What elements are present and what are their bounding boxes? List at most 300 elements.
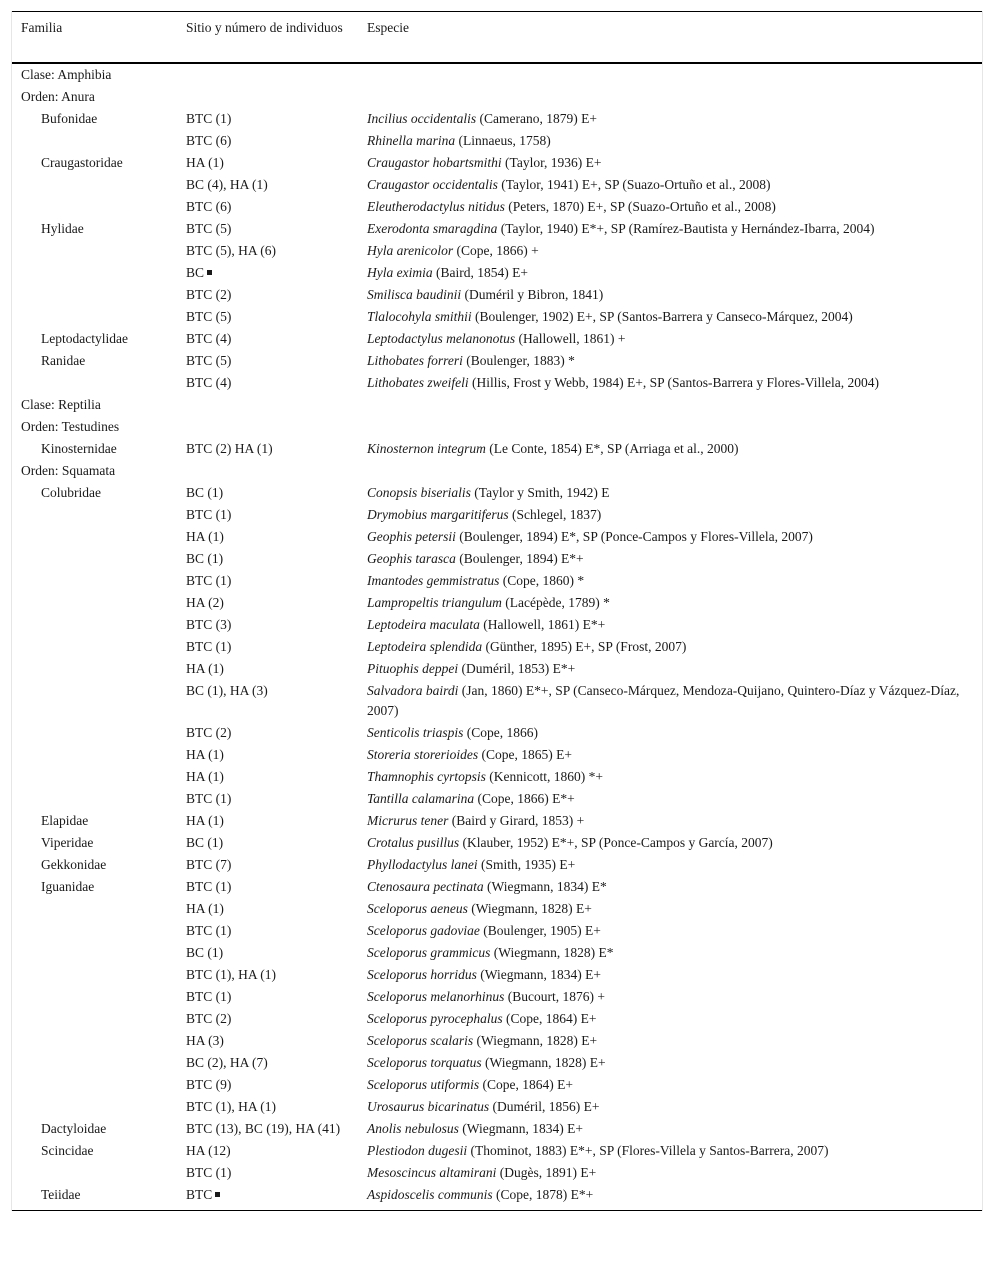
cell-familia: [12, 262, 177, 284]
species-name: Sceloporus scalaris: [367, 1033, 474, 1048]
table-row: [12, 240, 982, 262]
cell-sitio: [177, 766, 358, 788]
species-name: Hyla eximia: [367, 265, 433, 280]
cell-familia: Kinosternidae: [41, 441, 117, 456]
species-authority: (Wiegmann, 1828) E+: [473, 1033, 598, 1048]
cell-sitio: [177, 482, 358, 504]
table-row: [12, 832, 982, 854]
cell-sitio: [177, 174, 358, 196]
table-row: [12, 680, 982, 722]
cell-especie: [358, 372, 982, 394]
cell-familia: [12, 722, 177, 744]
cell-especie: [358, 876, 982, 898]
cell-especie: [358, 350, 982, 372]
sitio-text: BTC (13), BC (19), HA (41): [186, 1121, 341, 1136]
sitio-text: BTC (1), HA (1): [186, 967, 276, 982]
cell-familia: Craugastoridae: [41, 155, 123, 170]
cell-especie: [358, 658, 982, 680]
table-header: [12, 12, 982, 64]
sitio-text: BTC (2): [186, 287, 232, 302]
cell-sitio: [177, 108, 358, 130]
table-row: [12, 614, 982, 636]
taxon-group-row: [12, 394, 982, 416]
cell-familia: Ranidae: [41, 353, 86, 368]
cell-familia: Iguanidae: [41, 879, 95, 894]
cell-especie: [358, 1118, 982, 1140]
table-row: [12, 1030, 982, 1052]
cell-familia: Leptodactylidae: [41, 331, 128, 346]
sitio-text: BTC (1): [186, 791, 232, 806]
species-name: Geophis tarasca: [367, 551, 456, 566]
sitio-text: BTC (2): [186, 1011, 232, 1026]
cell-familia: Elapidae: [41, 813, 89, 828]
species-name: Thamnophis cyrtopsis: [367, 769, 486, 784]
table-row: [12, 1184, 982, 1211]
sitio-text: BTC (5): [186, 353, 232, 368]
taxon-group-label: Orden: Squamata: [21, 463, 116, 478]
species-name: Sceloporus melanorhinus: [367, 989, 505, 1004]
species-authority: (Bucourt, 1876) +: [504, 989, 605, 1004]
sitio-text: BC (1): [186, 485, 224, 500]
header-sitio: Sitio y número de individuos: [186, 20, 343, 35]
taxon-group-row: [12, 460, 982, 482]
sitio-text: BTC (6): [186, 133, 232, 148]
cell-familia: [12, 898, 177, 920]
cell-especie: [358, 1184, 982, 1211]
species-name: Leptodeira splendida: [367, 639, 483, 654]
cell-familia: [12, 636, 177, 658]
table-row: [12, 284, 982, 306]
cell-sitio: [177, 504, 358, 526]
cell-especie: [358, 108, 982, 130]
cell-sitio: [177, 570, 358, 592]
table-row: [12, 350, 982, 372]
species-authority: (Schlegel, 1837): [508, 507, 602, 522]
species-authority: (Hallowell, 1861) E*+: [479, 617, 606, 632]
cell-sitio: [177, 744, 358, 766]
cell-especie: [358, 1008, 982, 1030]
species-authority: (Taylor y Smith, 1942) E: [470, 485, 610, 500]
species-name: Phyllodactylus lanei: [367, 857, 478, 872]
species-name: Mesoscincus altamirani: [367, 1165, 497, 1180]
cell-sitio: [177, 284, 358, 306]
cell-familia: [12, 1096, 177, 1118]
species-name: Aspidoscelis communis: [367, 1187, 493, 1202]
table-row: [12, 636, 982, 658]
cell-sitio: [177, 1030, 358, 1052]
table-row: [12, 372, 982, 394]
cell-especie: [358, 810, 982, 832]
cell-especie: [358, 284, 982, 306]
cell-especie: [358, 1074, 982, 1096]
cell-sitio: [177, 964, 358, 986]
sitio-text: BTC (1): [186, 989, 232, 1004]
species-authority: (Peters, 1870) E+, SP (Suazo-Ortuño et al., 2008): [504, 199, 776, 214]
species-authority: (Boulenger, 1894) E*, SP (Ponce-Campos y Flores-Villela, 2007): [455, 529, 813, 544]
cell-familia: [12, 788, 177, 810]
cell-sitio: [177, 372, 358, 394]
cell-familia: Colubridae: [41, 485, 101, 500]
cell-sitio: [177, 1140, 358, 1162]
table-row: [12, 548, 982, 570]
cell-especie: [358, 1030, 982, 1052]
species-authority: (Lacépède, 1789) *: [501, 595, 610, 610]
species-name: Urosaurus bicarinatus: [367, 1099, 490, 1114]
cell-sitio: [177, 876, 358, 898]
cell-sitio: [177, 438, 358, 460]
cell-familia: [12, 1008, 177, 1030]
cell-familia: Teiidae: [41, 1187, 81, 1202]
species-authority: (Kennicott, 1860) *+: [485, 769, 603, 784]
sitio-text: BTC (5), HA (6): [186, 243, 276, 258]
cell-especie: [358, 328, 982, 350]
species-authority: (Dugès, 1891) E+: [496, 1165, 597, 1180]
species-table-container: [11, 11, 983, 1211]
cell-especie: [358, 722, 982, 744]
table-row: [12, 722, 982, 744]
sitio-text: BTC (1): [186, 1165, 232, 1180]
cell-especie: [358, 1096, 982, 1118]
cell-especie: [358, 920, 982, 942]
species-table: [12, 11, 982, 1211]
table-row: [12, 152, 982, 174]
species-name: Tantilla calamarina: [367, 791, 475, 806]
cell-especie: [358, 438, 982, 460]
species-name: Incilius occidentalis: [367, 111, 477, 126]
cell-especie: [358, 1162, 982, 1184]
species-authority: (Smith, 1935) E+: [477, 857, 576, 872]
sitio-text: BTC (3): [186, 617, 232, 632]
table-row: [12, 744, 982, 766]
cell-familia: [12, 920, 177, 942]
species-authority: (Cope, 1866) E*+: [474, 791, 575, 806]
species-authority: (Wiegmann, 1834) E*: [483, 879, 607, 894]
cell-familia: [12, 614, 177, 636]
species-name: Ctenosaura pectinata: [367, 879, 484, 894]
sitio-text: BTC (5): [186, 309, 232, 324]
species-name: Lampropeltis triangulum: [367, 595, 502, 610]
table-row: [12, 810, 982, 832]
species-name: Senticolis triaspis: [367, 725, 464, 740]
table-row: [12, 1162, 982, 1184]
taxon-group-row: [12, 86, 982, 108]
sitio-text: HA (1): [186, 769, 224, 784]
species-name: Sceloporus torquatus: [367, 1055, 482, 1070]
cell-familia: [12, 986, 177, 1008]
species-authority: (Duméril, 1853) E*+: [458, 661, 576, 676]
cell-sitio: [177, 942, 358, 964]
cell-familia: Hylidae: [41, 221, 84, 236]
cell-especie: [358, 306, 982, 328]
cell-especie: [358, 152, 982, 174]
cell-especie: [358, 240, 982, 262]
sitio-text: BTC (6): [186, 199, 232, 214]
species-authority: (Cope, 1864) E+: [479, 1077, 573, 1092]
species-name: Anolis nebulosus: [367, 1121, 459, 1136]
sitio-text: HA (1): [186, 155, 224, 170]
species-name: Storeria storerioides: [367, 747, 479, 762]
sitio-text: BTC: [186, 1187, 213, 1202]
cell-especie: [358, 482, 982, 504]
cell-sitio: [177, 658, 358, 680]
cell-sitio: [177, 262, 358, 284]
species-authority: (Cope, 1878) E*+: [492, 1187, 594, 1202]
cell-familia: [12, 942, 177, 964]
sitio-text: BTC (1): [186, 507, 232, 522]
cell-especie: [358, 1052, 982, 1074]
species-authority: (Boulenger, 1902) E+, SP (Santos-Barrera y Canseco-Márquez, 2004): [471, 309, 853, 324]
species-authority: (Jan, 1860) E*+, SP (Canseco-Márquez, Mendoza-Quijano, Quintero-Díaz y Vázquez-Díaz, 2007): [367, 683, 960, 718]
species-authority: (Taylor, 1940) E*+, SP (Ramírez-Bautista y Hernández-Ibarra, 2004): [497, 221, 875, 236]
sitio-text: HA (3): [186, 1033, 224, 1048]
cell-familia: [12, 1074, 177, 1096]
species-authority: (Wiegmann, 1828) E+: [467, 901, 592, 916]
cell-familia: [12, 1162, 177, 1184]
cell-sitio: [177, 832, 358, 854]
sitio-text: BTC (2): [186, 725, 232, 740]
taxon-group-label: Orden: Anura: [21, 89, 95, 104]
table-row: [12, 1074, 982, 1096]
cell-sitio: [177, 722, 358, 744]
species-authority: (Baird, 1854) E+: [432, 265, 528, 280]
species-name: Imantodes gemmistratus: [367, 573, 500, 588]
species-name: Micrurus tener: [367, 813, 449, 828]
table-row: [12, 854, 982, 876]
cell-sitio: [177, 1052, 358, 1074]
sitio-text: BTC (2) HA (1): [186, 441, 273, 456]
cell-familia: [12, 196, 177, 218]
cell-especie: [358, 986, 982, 1008]
species-name: Sceloporus grammicus: [367, 945, 491, 960]
species-name: Crotalus pusillus: [367, 835, 460, 850]
species-name: Lithobates forreri: [367, 353, 463, 368]
species-authority: (Taylor, 1941) E+, SP (Suazo-Ortuño et al., 2008): [497, 177, 771, 192]
cell-familia: [12, 548, 177, 570]
cell-familia: [12, 744, 177, 766]
cell-familia: [12, 592, 177, 614]
cell-familia: [12, 766, 177, 788]
cell-especie: [358, 196, 982, 218]
cell-sitio: [177, 196, 358, 218]
square-marker-icon: [207, 270, 212, 275]
table-row: [12, 788, 982, 810]
cell-familia: [12, 306, 177, 328]
square-marker-icon: [215, 1192, 220, 1197]
species-name: Geophis petersii: [367, 529, 456, 544]
species-name: Rhinella marina: [367, 133, 456, 148]
sitio-text: HA (1): [186, 901, 224, 916]
table-row: [12, 196, 982, 218]
cell-especie: [358, 766, 982, 788]
species-authority: (Baird y Girard, 1853) +: [448, 813, 585, 828]
cell-sitio: [177, 328, 358, 350]
table-row: [12, 262, 982, 284]
header-especie: Especie: [367, 20, 409, 35]
species-name: Salvadora bairdi: [367, 683, 459, 698]
table-row: [12, 328, 982, 350]
table-row: [12, 1118, 982, 1140]
species-authority: (Duméril, 1856) E+: [489, 1099, 600, 1114]
species-name: Sceloporus aeneus: [367, 901, 468, 916]
table-row: [12, 658, 982, 680]
cell-familia: Dactyloidae: [41, 1121, 107, 1136]
sitio-text: BTC (9): [186, 1077, 232, 1092]
species-authority: (Wiegmann, 1828) E+: [481, 1055, 606, 1070]
cell-especie: [358, 744, 982, 766]
species-name: Smilisca baudinii: [367, 287, 462, 302]
species-name: Conopsis biserialis: [367, 485, 471, 500]
sitio-text: BC (1): [186, 551, 224, 566]
table-row: [12, 1096, 982, 1118]
table-row: [12, 592, 982, 614]
species-name: Hyla arenicolor: [367, 243, 454, 258]
cell-sitio: [177, 1096, 358, 1118]
species-name: Drymobius margaritiferus: [367, 507, 509, 522]
cell-familia: Scincidae: [41, 1143, 94, 1158]
sitio-text: HA (12): [186, 1143, 231, 1158]
species-name: Eleutherodactylus nitidus: [367, 199, 505, 214]
table-row: [12, 306, 982, 328]
cell-sitio: [177, 986, 358, 1008]
sitio-text: BC (4), HA (1): [186, 177, 268, 192]
cell-especie: [358, 614, 982, 636]
species-name: Sceloporus pyrocephalus: [367, 1011, 503, 1026]
cell-sitio: [177, 636, 358, 658]
cell-especie: [358, 174, 982, 196]
sitio-text: HA (1): [186, 529, 224, 544]
species-authority: (Cope, 1866): [463, 725, 539, 740]
cell-especie: [358, 526, 982, 548]
sitio-text: BTC (1): [186, 639, 232, 654]
sitio-text: BTC (1): [186, 573, 232, 588]
species-authority: (Wiegmann, 1834) E+: [458, 1121, 583, 1136]
cell-sitio: [177, 240, 358, 262]
cell-especie: [358, 964, 982, 986]
sitio-text: BTC (1): [186, 111, 232, 126]
table-body: [12, 63, 982, 1211]
cell-sitio: [177, 1008, 358, 1030]
cell-sitio: [177, 614, 358, 636]
species-name: Craugastor occidentalis: [367, 177, 498, 192]
cell-especie: [358, 504, 982, 526]
table-row: [12, 898, 982, 920]
sitio-text: BC: [186, 265, 205, 280]
species-authority: (Thominot, 1883) E*+, SP (Flores-Villela y Santos-Barrera, 2007): [467, 1143, 829, 1158]
cell-sitio: [177, 548, 358, 570]
taxon-group-row: [12, 63, 982, 86]
table-row: [12, 218, 982, 240]
species-authority: (Duméril y Bibron, 1841): [461, 287, 604, 302]
cell-sitio: [177, 306, 358, 328]
cell-especie: [358, 788, 982, 810]
table-row: [12, 1140, 982, 1162]
species-name: Tlalocohyla smithii: [367, 309, 472, 324]
sitio-text: BC (1), HA (3): [186, 683, 268, 698]
species-authority: (Wiegmann, 1834) E+: [476, 967, 601, 982]
cell-familia: [12, 680, 177, 722]
cell-sitio: [177, 680, 358, 722]
cell-familia: Viperidae: [41, 835, 94, 850]
species-name: Kinosternon integrum: [367, 441, 486, 456]
cell-sitio: [177, 1118, 358, 1140]
sitio-text: BTC (4): [186, 331, 232, 346]
cell-familia: [12, 174, 177, 196]
sitio-text: BTC (1): [186, 923, 232, 938]
cell-familia: [12, 570, 177, 592]
species-authority: (Klauber, 1952) E*+, SP (Ponce-Campos y García, 2007): [459, 835, 773, 850]
cell-familia: [12, 130, 177, 152]
taxon-group-label: Clase: Reptilia: [21, 397, 101, 412]
table-row: [12, 526, 982, 548]
sitio-text: BTC (4): [186, 375, 232, 390]
species-authority: (Boulenger, 1894) E*+: [455, 551, 584, 566]
species-name: Sceloporus horridus: [367, 967, 477, 982]
species-name: Leptodactylus melanonotus: [367, 331, 516, 346]
species-authority: (Le Conte, 1854) E*, SP (Arriaga et al., 2000): [485, 441, 739, 456]
cell-sitio: [177, 592, 358, 614]
cell-especie: [358, 832, 982, 854]
cell-familia: [12, 658, 177, 680]
species-authority: (Wiegmann, 1828) E*: [490, 945, 614, 960]
species-authority: (Camerano, 1879) E+: [476, 111, 597, 126]
cell-familia: [12, 372, 177, 394]
species-authority: (Hillis, Frost y Webb, 1984) E+, SP (Santos-Barrera y Flores-Villela, 2004): [468, 375, 879, 390]
table-row: [12, 504, 982, 526]
cell-especie: [358, 592, 982, 614]
table-row: [12, 964, 982, 986]
cell-sitio: [177, 920, 358, 942]
table-row: [12, 986, 982, 1008]
cell-especie: [358, 636, 982, 658]
cell-sitio: [177, 854, 358, 876]
cell-especie: [358, 548, 982, 570]
cell-especie: [358, 680, 982, 722]
cell-familia: [12, 504, 177, 526]
cell-sitio: [177, 218, 358, 240]
header-familia: Familia: [21, 20, 63, 35]
cell-sitio: [177, 526, 358, 548]
cell-familia: [12, 526, 177, 548]
table-row: [12, 130, 982, 152]
cell-especie: [358, 570, 982, 592]
sitio-text: BC (1): [186, 945, 224, 960]
species-name: Sceloporus gadoviae: [367, 923, 480, 938]
sitio-text: HA (1): [186, 661, 224, 676]
table-row: [12, 876, 982, 898]
species-authority: (Hallowell, 1861) +: [515, 331, 626, 346]
cell-sitio: [177, 810, 358, 832]
species-authority: (Cope, 1865) E+: [478, 747, 572, 762]
cell-familia: Gekkonidae: [41, 857, 107, 872]
cell-sitio: [177, 130, 358, 152]
species-name: Exerodonta smaragdina: [367, 221, 498, 236]
species-authority: (Günther, 1895) E+, SP (Frost, 2007): [482, 639, 687, 654]
cell-sitio: [177, 788, 358, 810]
cell-especie: [358, 898, 982, 920]
cell-sitio: [177, 152, 358, 174]
sitio-text: BTC (5): [186, 221, 232, 236]
species-name: Pituophis deppei: [367, 661, 459, 676]
cell-especie: [358, 262, 982, 284]
species-name: Leptodeira maculata: [367, 617, 480, 632]
species-name: Craugastor hobartsmithi: [367, 155, 502, 170]
cell-sitio: [177, 350, 358, 372]
table-row: [12, 108, 982, 130]
cell-familia: [12, 284, 177, 306]
table-row: [12, 482, 982, 504]
table-row: [12, 920, 982, 942]
sitio-text: BTC (1): [186, 879, 232, 894]
